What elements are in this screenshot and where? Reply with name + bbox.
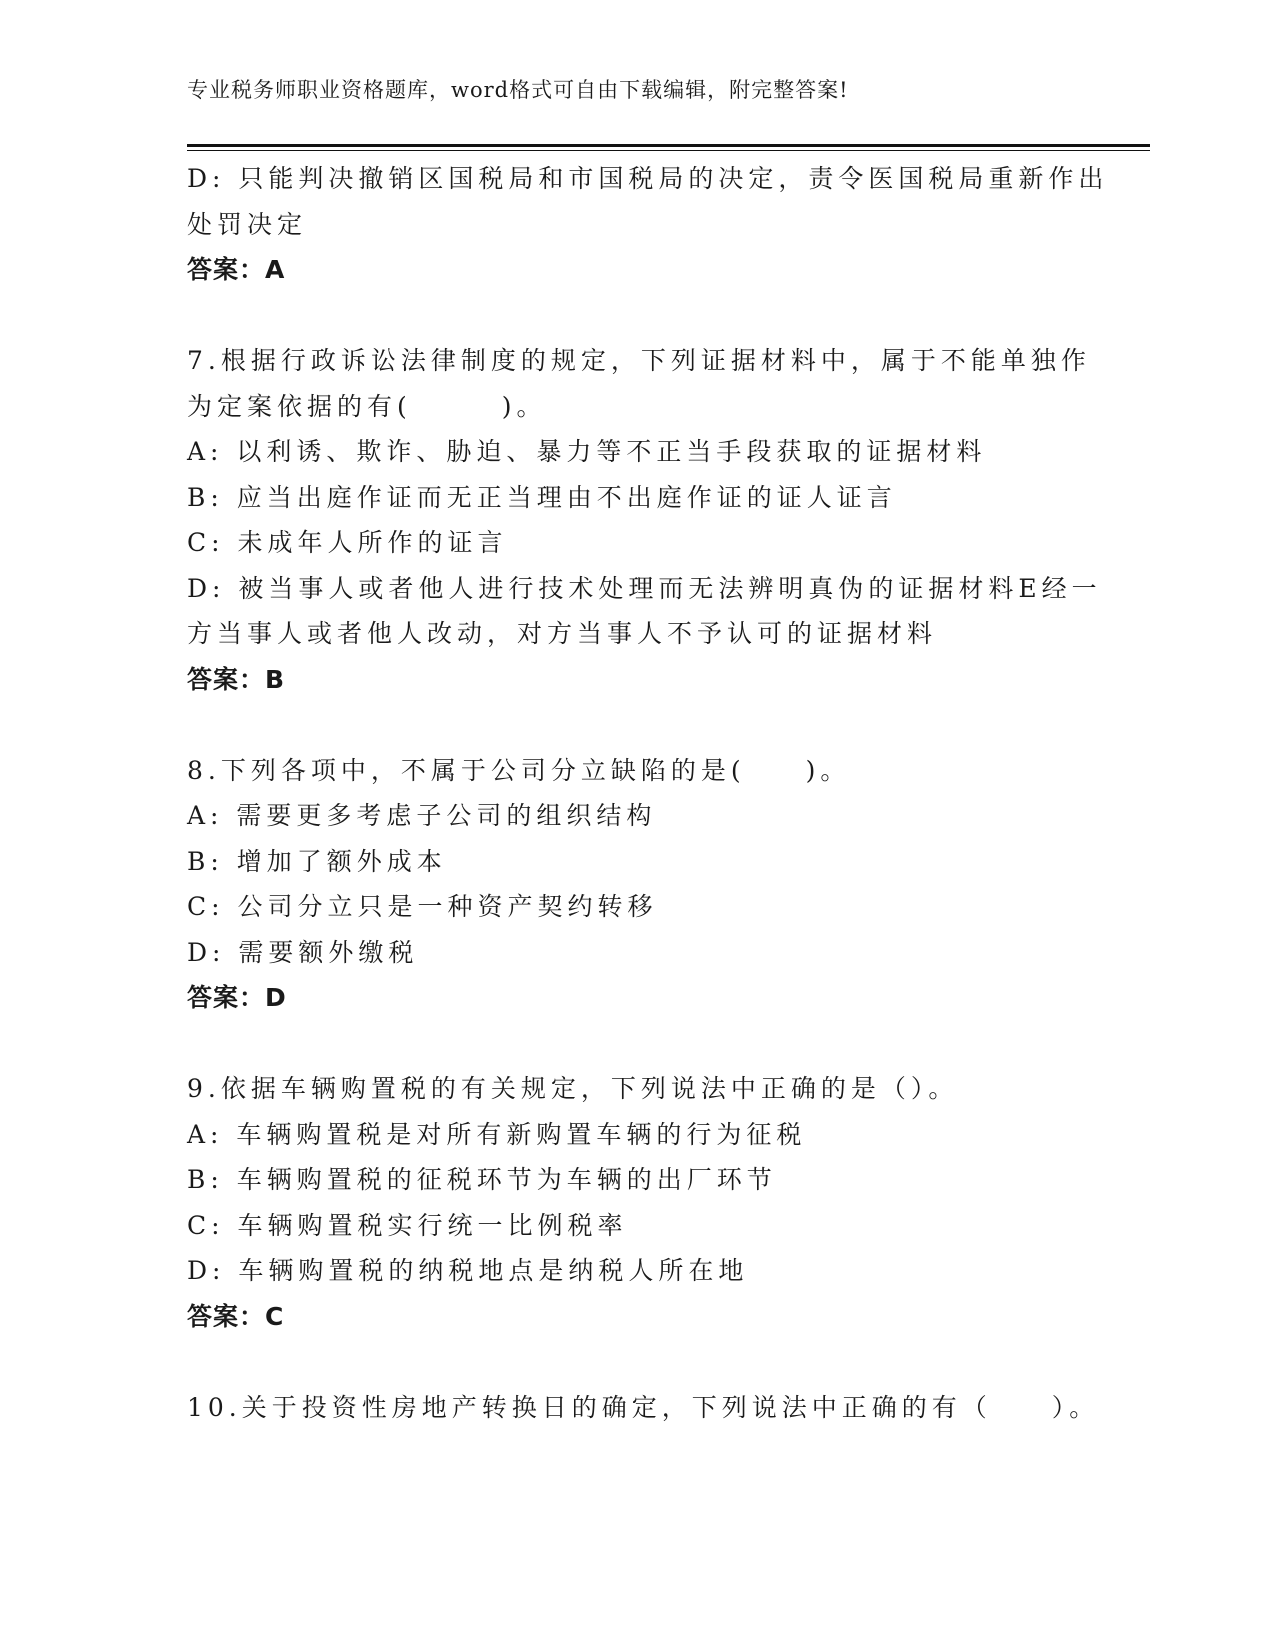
q9-option-c: C: 车辆购置税实行统一比例税率 bbox=[187, 1210, 628, 1240]
q7-option-d: D: 被当事人或者他人进行技术处理而无法辨明真伪的证据材料E经一 bbox=[187, 573, 1102, 603]
question-6-tail bbox=[187, 156, 1109, 293]
q9-answer: 答案：C bbox=[187, 1301, 285, 1331]
q8-option-d: D: 需要额外缴税 bbox=[187, 937, 419, 967]
q7-option-d-cont: 方当事人或者他人改动，对方当事人不予认可的证据材料 bbox=[187, 619, 938, 648]
q6-answer: 答案：A bbox=[187, 255, 286, 284]
q7-option-b: B: 应当出庭作证而无正当理由不出庭作证的证人证言 bbox=[187, 482, 897, 512]
q7-option-a: A: 以利诱、欺诈、胁迫、暴力等不正当手段获取的证据材料 bbox=[187, 437, 987, 466]
q8-stem: 8.下列各项中，不属于公司分立缺陷的是( )。 bbox=[187, 755, 851, 785]
q6-option-d-cont: 处罚决定 bbox=[187, 209, 308, 239]
question-content bbox=[187, 156, 1109, 1430]
q7-option-c: C: 未成年人所作的证言 bbox=[187, 528, 508, 557]
q9-option-a: A: 车辆购置税是对所有新购置车辆的行为征税 bbox=[187, 1119, 807, 1149]
header-rule-thick bbox=[187, 144, 1150, 147]
q8-answer: 答案：D bbox=[187, 983, 287, 1012]
q8-option-b: B: 增加了额外成本 bbox=[187, 846, 447, 876]
q9-option-b: B: 车辆购置税的征税环节为车辆的出厂环节 bbox=[187, 1165, 777, 1194]
q7-stem-cont: 为定案依据的有( )。 bbox=[187, 391, 547, 421]
q7-stem: 7.根据行政诉讼法律制度的规定，下列证据材料中，属于不能单独作 bbox=[187, 346, 1091, 375]
spacer bbox=[187, 702, 1087, 748]
question-8 bbox=[187, 748, 1087, 1021]
question-7 bbox=[187, 338, 1102, 702]
q8-option-c: C: 公司分立只是一种资产契约转移 bbox=[187, 892, 658, 921]
q9-option-d: D: 车辆购置税的纳税地点是纳税人所在地 bbox=[187, 1256, 749, 1285]
q6-option-d: D: 只能判决撤销区国税局和市国税局的决定，责令医国税局重新作出 bbox=[187, 164, 1109, 193]
spacer bbox=[187, 293, 1087, 339]
question-9 bbox=[187, 1066, 1087, 1339]
q8-option-a: A: 需要更多考虑子公司的组织结构 bbox=[187, 801, 657, 830]
spacer bbox=[187, 1021, 1087, 1067]
q7-answer: 答案：B bbox=[187, 664, 286, 694]
q10-stem: 10.关于投资性房地产转换日的确定，下列说法中正确的有（ ）。 bbox=[187, 1392, 1100, 1422]
spacer bbox=[187, 1339, 1087, 1385]
header-rule-thin bbox=[187, 150, 1150, 151]
q9-stem: 9.依据车辆购置税的有关规定，下列说法中正确的是（）。 bbox=[187, 1074, 959, 1103]
question-10 bbox=[187, 1385, 1100, 1431]
page-header: 专业税务师职业资格题库，word格式可自由下载编辑，附完整答案! bbox=[187, 78, 849, 102]
